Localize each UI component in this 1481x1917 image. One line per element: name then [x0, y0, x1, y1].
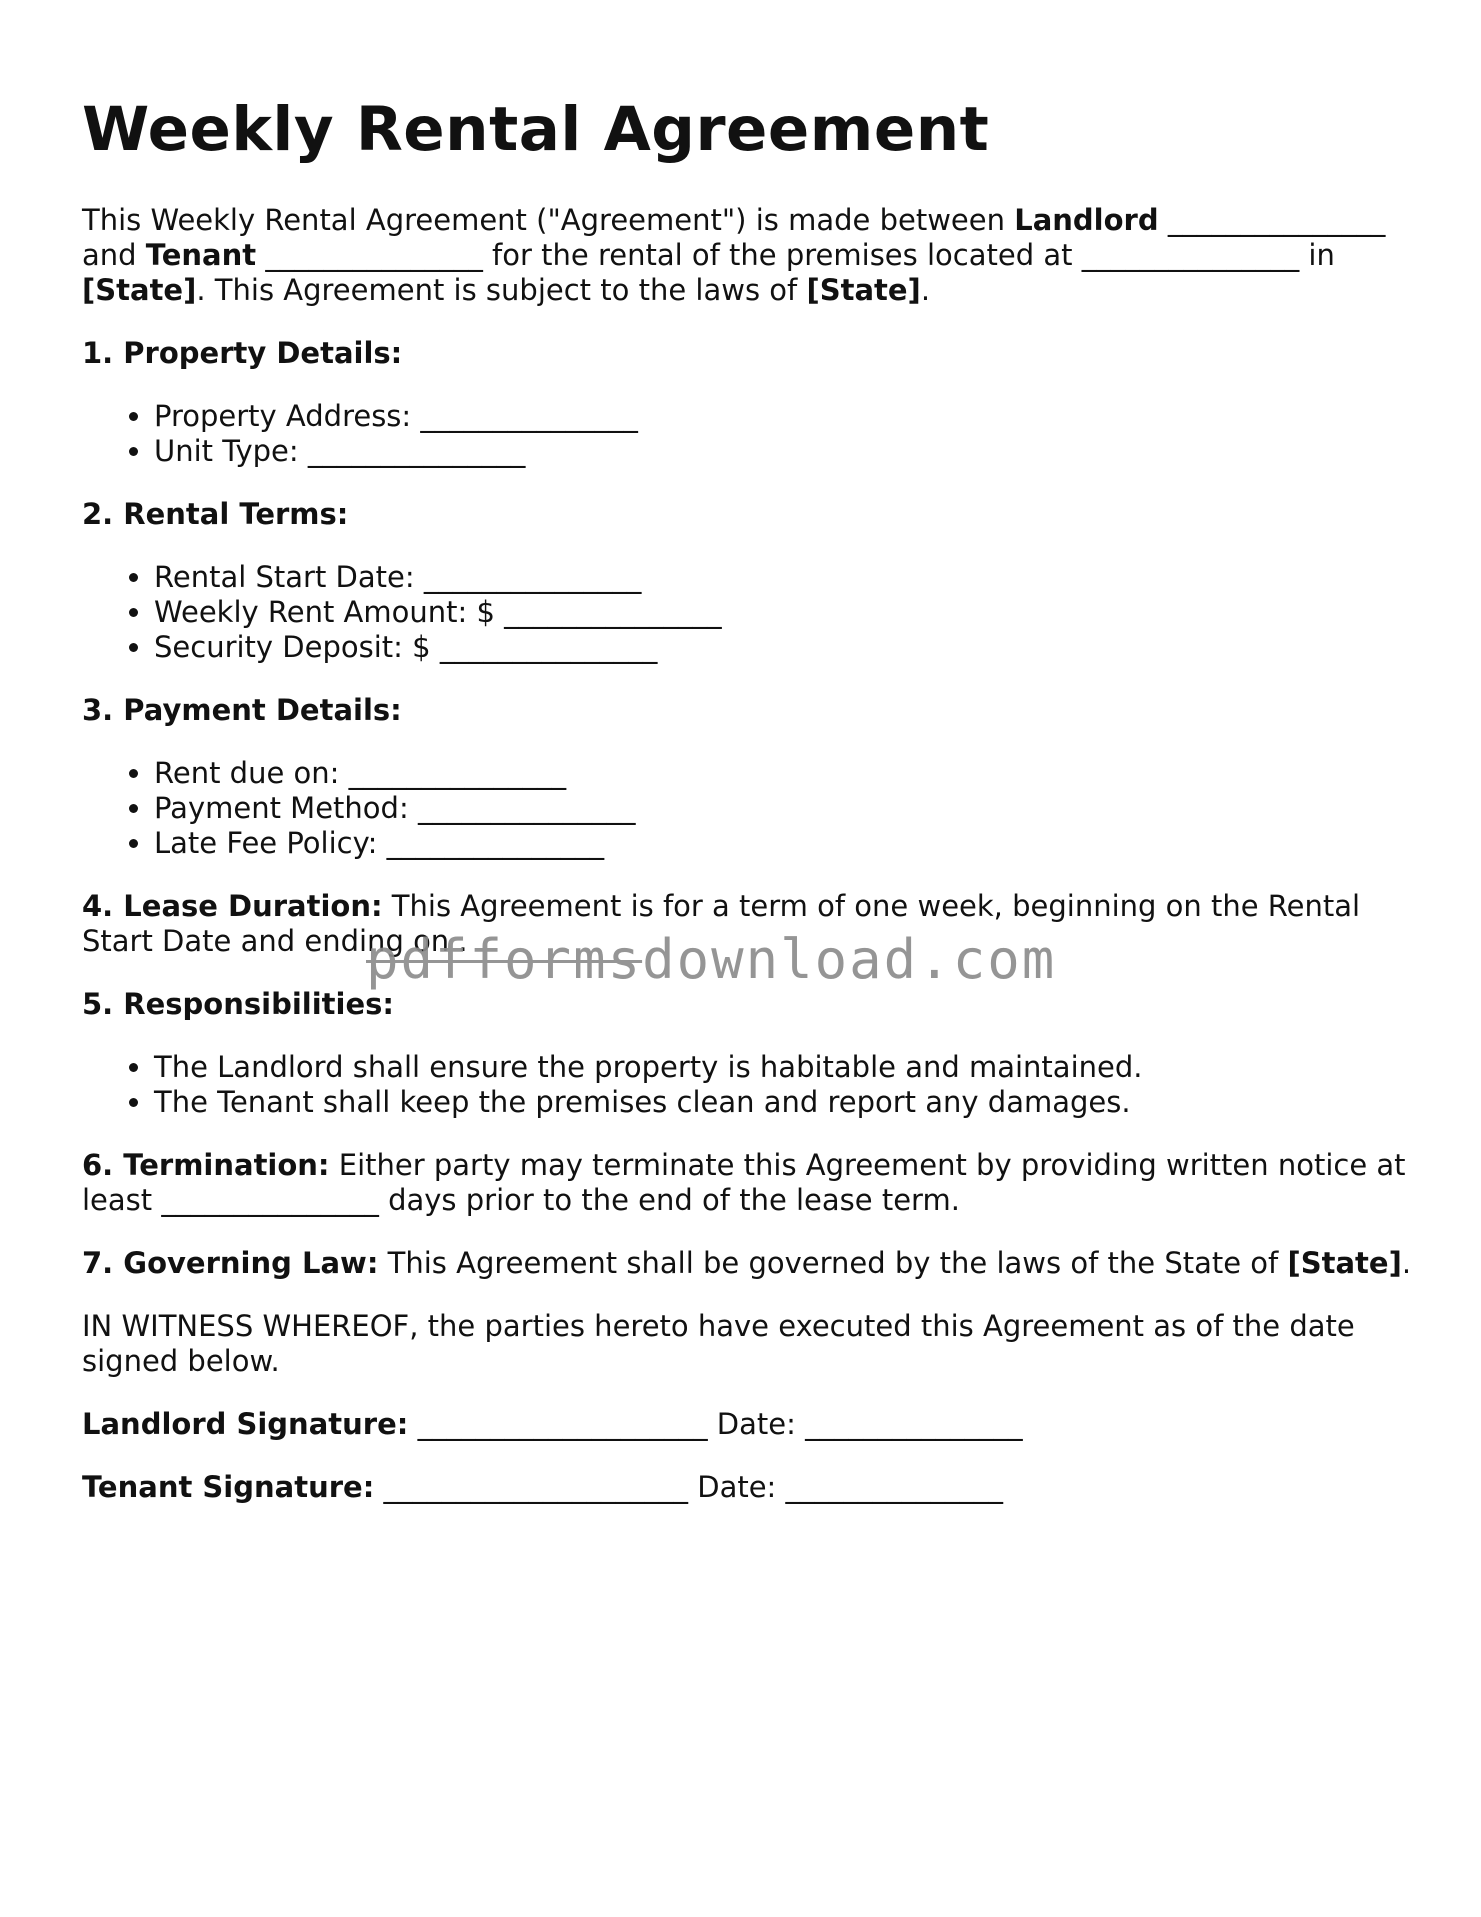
- list-item: • Weekly Rent Amount: $ _______________: [154, 595, 1412, 630]
- property-details-list: [82, 399, 1412, 469]
- document-title: Weekly Rental Agreement: [82, 94, 990, 165]
- tenant-date-blank[interactable]: _______________: [785, 1470, 1004, 1505]
- rent-due-blank[interactable]: _______________: [348, 756, 567, 791]
- tenant-signature-line: Tenant Signature: _____________________ Date: _______________: [82, 1470, 1004, 1505]
- list-item: • Late Fee Policy: _______________: [154, 826, 1412, 861]
- unit-type-blank[interactable]: _______________: [307, 434, 526, 469]
- intro-paragraph: This Weekly Rental Agreement ("Agreement") is made between Landlord _______________ and Tenant _______________ for the rental of the premises located at _______________ in [State]. This Agreement is subject to the laws of [State].: [82, 203, 1386, 308]
- tenant-signature-blank[interactable]: _____________________: [383, 1470, 689, 1505]
- governing-law-paragraph: 7. Governing Law: This Agreement shall be governed by the laws of the State of [State].: [82, 1246, 1412, 1281]
- tenant-blank[interactable]: _______________: [265, 238, 483, 273]
- watermark: pdfformsdownload.com: [366, 928, 1057, 991]
- property-address-blank[interactable]: _______________: [420, 399, 638, 434]
- list-item: • The Landlord shall ensure the property is habitable and maintained.: [154, 1050, 1412, 1085]
- list-item: • Rental Start Date: _______________: [154, 560, 1412, 595]
- landlord-signature-blank[interactable]: ____________________: [417, 1407, 708, 1442]
- list-item: • Security Deposit: $ _______________: [154, 630, 1412, 665]
- list-item: • Unit Type: _______________: [154, 434, 1412, 469]
- tenant-label: Tenant: [145, 238, 257, 273]
- payment-details-list: [82, 756, 1412, 861]
- list-item: • Property Address: _______________: [154, 399, 1412, 434]
- list-item: • Payment Method: _______________: [154, 791, 1412, 826]
- landlord-blank[interactable]: _______________: [1167, 203, 1386, 238]
- security-deposit-blank[interactable]: _______________: [439, 630, 658, 665]
- section-heading: 2. Rental Terms:: [82, 497, 349, 532]
- list-item: • The Tenant shall keep the premises clean and report any damages.: [154, 1085, 1412, 1120]
- termination-paragraph: 6. Termination: Either party may terminate this Agreement by providing written notice at least _______________ days prior to the end of the lease term.: [82, 1148, 1406, 1218]
- document-page: [82, 95, 1412, 1533]
- witness-paragraph: IN WITNESS WHEREOF, the parties hereto have executed this Agreement as of the date signed below.: [82, 1309, 1355, 1379]
- responsibilities-list: [82, 1050, 1412, 1120]
- notice-days-blank[interactable]: _______________: [161, 1183, 379, 1218]
- lease-duration-paragraph: 4. Lease Duration: This Agreement is for a term of one week, beginning on the Rental Start Date and ending on .: [82, 889, 1361, 959]
- section-heading: 1. Property Details:: [82, 336, 403, 371]
- payment-method-blank[interactable]: _______________: [417, 791, 636, 826]
- premises-blank[interactable]: _______________: [1081, 238, 1300, 273]
- list-item: • Rent due on: _______________: [154, 756, 1412, 791]
- landlord-signature-line: Landlord Signature: ____________________ Date: _______________: [82, 1407, 1023, 1442]
- landlord-date-blank[interactable]: _______________: [805, 1407, 1023, 1442]
- late-fee-blank[interactable]: _______________: [386, 826, 605, 861]
- rental-start-date-blank[interactable]: _______________: [423, 560, 642, 595]
- section-heading: 3. Payment Details:: [82, 693, 402, 728]
- weekly-rent-blank[interactable]: _______________: [504, 595, 722, 630]
- rental-terms-list: [82, 560, 1412, 665]
- landlord-label: Landlord: [1014, 203, 1159, 238]
- section-heading: 5. Responsibilities:: [82, 987, 394, 1022]
